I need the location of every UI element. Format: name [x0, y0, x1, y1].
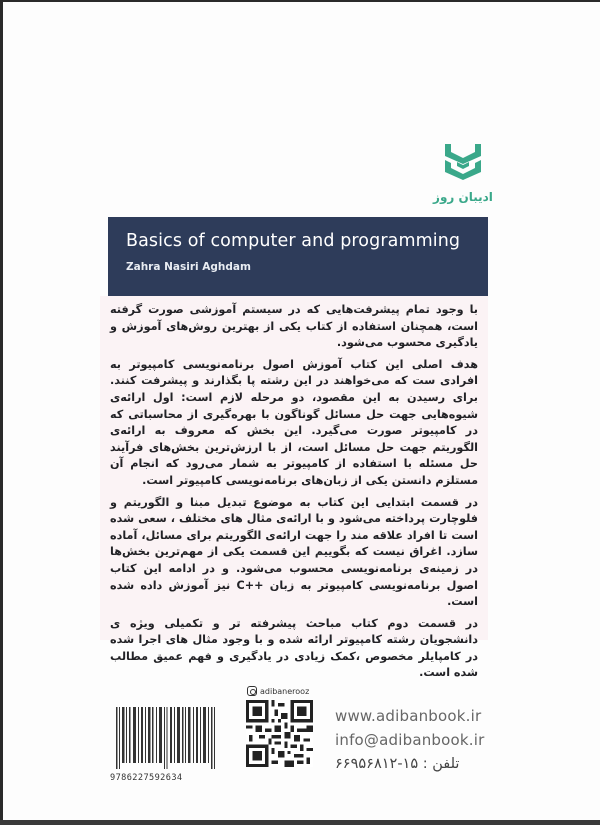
description-paragraph: در قسمت دوم کتاب مباحث پیشرفته تر و تکمیلی ویژه ی دانشجویان رشته کامپیوتر ارائه شده و با وجود مثال های اجرا شده در کامپایلر مخصوص ،کمک زیادی در یادگیری و فهم عمیق مطالب شده است.	[110, 616, 478, 680]
book-title: Basics of computer and programming	[126, 231, 461, 251]
website-link: www.adibanbook.ir	[335, 707, 482, 725]
scan-edge	[0, 820, 600, 825]
description-paragraph: هدف اصلی این کتاب آموزش اصول برنامه‌نویسی کامپیوتر به افرادی ست که می‌خواهند در این رشته پا بگذارند و پیشرفت کنند. برای رسیدن به این مقصود، دو مرحله لازم است: اول ارائه‌ی شیوه‌هایی جهت حل مسائل گوناگون با بهره‌گیری از محاسباتی که در کامپیوتر صورت می‌گیرد. این بخش که معروف به ارائه‌ی الگوریتم جهت حل مسائل است، از با ارزش‌ترین بخش‌های فرآیند حل مسئله با استفاده از کامپیوتر به شمار می‌رود که انجام آن مستلزم دانستن یکی از زبان‌های برنامه‌نویسی کامپیوتر است.	[110, 357, 478, 487]
isbn-barcode	[110, 707, 216, 787]
publisher-name: ادیبان روز	[433, 190, 493, 204]
book-author: Zahra Nasiri Aghdam	[126, 261, 251, 273]
open-book-chevron-icon	[443, 142, 483, 188]
publisher-logo	[433, 142, 493, 214]
book-back-cover	[3, 2, 600, 820]
instagram-handle	[247, 686, 309, 696]
isbn-number: 9786227592634	[110, 773, 183, 783]
instagram-icon	[247, 686, 257, 696]
email-address: info@adibanbook.ir	[335, 731, 485, 749]
barcode-icon	[116, 707, 216, 769]
description-paragraph: با وجود تمام پیشرفت‌هایی که در سیستم آموزشی صورت گرفته است، همچنان استفاده از کتاب یکی از بهترین روش‌های آموزش و یادگیری محسوب می‌شود.	[110, 303, 478, 350]
publisher-contact	[335, 704, 485, 776]
phone-number: تلفن : ۱۵-۶۶۹۵۶۸۱۲	[335, 756, 460, 772]
description-paragraph: در قسمت ابتدایی این کتاب به موضوع تبدیل مبنا و الگوریتم و فلوچارت پرداخته می‌شود و با ارائه‌ی مثال های مختلف ، سعی شده است تا افراد علاقه مند را جهت ارائه‌ی الگوریتم برای مسائل، آماده سازد. اغراق نیست که بگوییم این قسمت یکی از مهم‌ترین بخش‌ها در زمینه‌ی برنامه‌نویسی محسوب می‌شود. و در ادامه این کتاب اصول برنامه‌نویسی کامپیوتر به زبان ++C نیز آموزش داده شده است.	[110, 495, 478, 609]
qr-code-icon	[246, 700, 313, 767]
description-panel	[100, 296, 488, 680]
instagram-handle-text: adibanerooz	[260, 686, 310, 696]
title-banner	[108, 217, 488, 296]
